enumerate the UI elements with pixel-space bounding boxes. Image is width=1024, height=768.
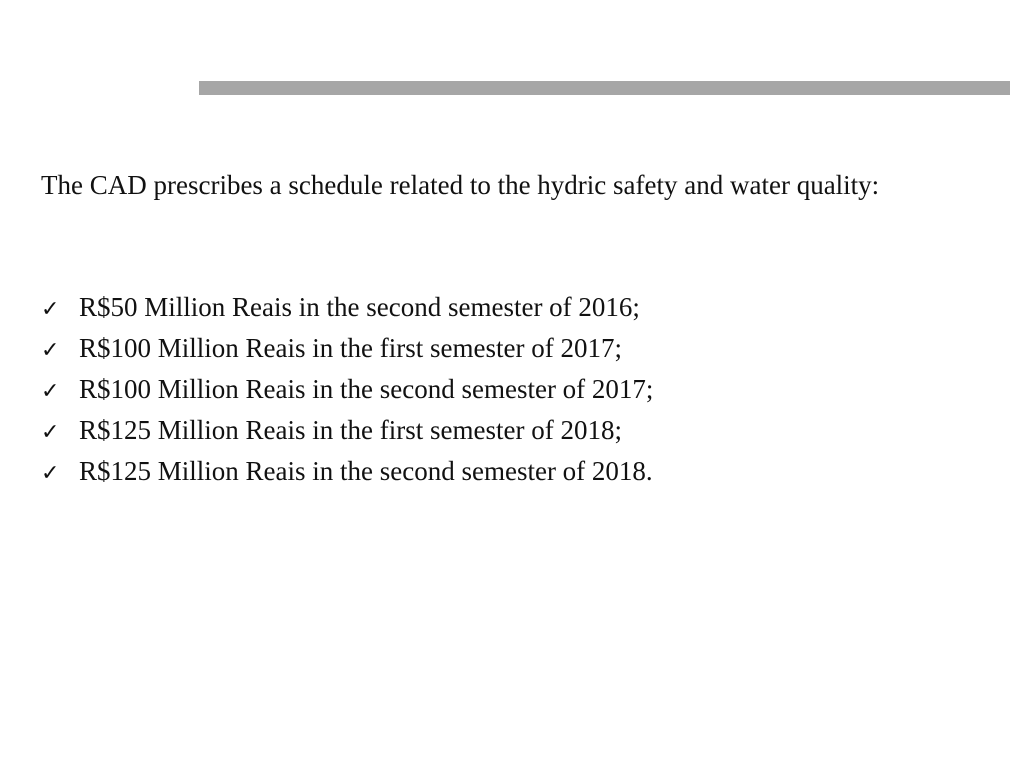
list-item-text: R$50 Million Reais in the second semester of 2016;: [79, 292, 640, 322]
checkmark-icon: ✓: [41, 461, 60, 486]
checkmark-icon: ✓: [41, 338, 60, 363]
schedule-checklist: [41, 287, 1001, 492]
checkmark-icon: ✓: [41, 379, 60, 404]
list-item-text: R$125 Million Reais in the second semester of 2018.: [79, 456, 653, 486]
header-divider-bar: [199, 81, 1010, 95]
list-item-text: R$100 Million Reais in the second semester of 2017;: [79, 374, 654, 404]
list-item: [41, 451, 1001, 492]
list-item-text: R$100 Million Reais in the first semester of 2017;: [79, 333, 622, 363]
list-item: [41, 328, 1001, 369]
list-item-text: R$125 Million Reais in the first semester of 2018;: [79, 415, 622, 445]
list-item: [41, 369, 1001, 410]
list-item: [41, 287, 1001, 328]
intro-paragraph: The CAD prescribes a schedule related to the hydric safety and water quality:: [41, 170, 880, 200]
list-item: [41, 410, 1001, 451]
checkmark-icon: ✓: [41, 420, 60, 445]
checkmark-icon: ✓: [41, 297, 60, 322]
